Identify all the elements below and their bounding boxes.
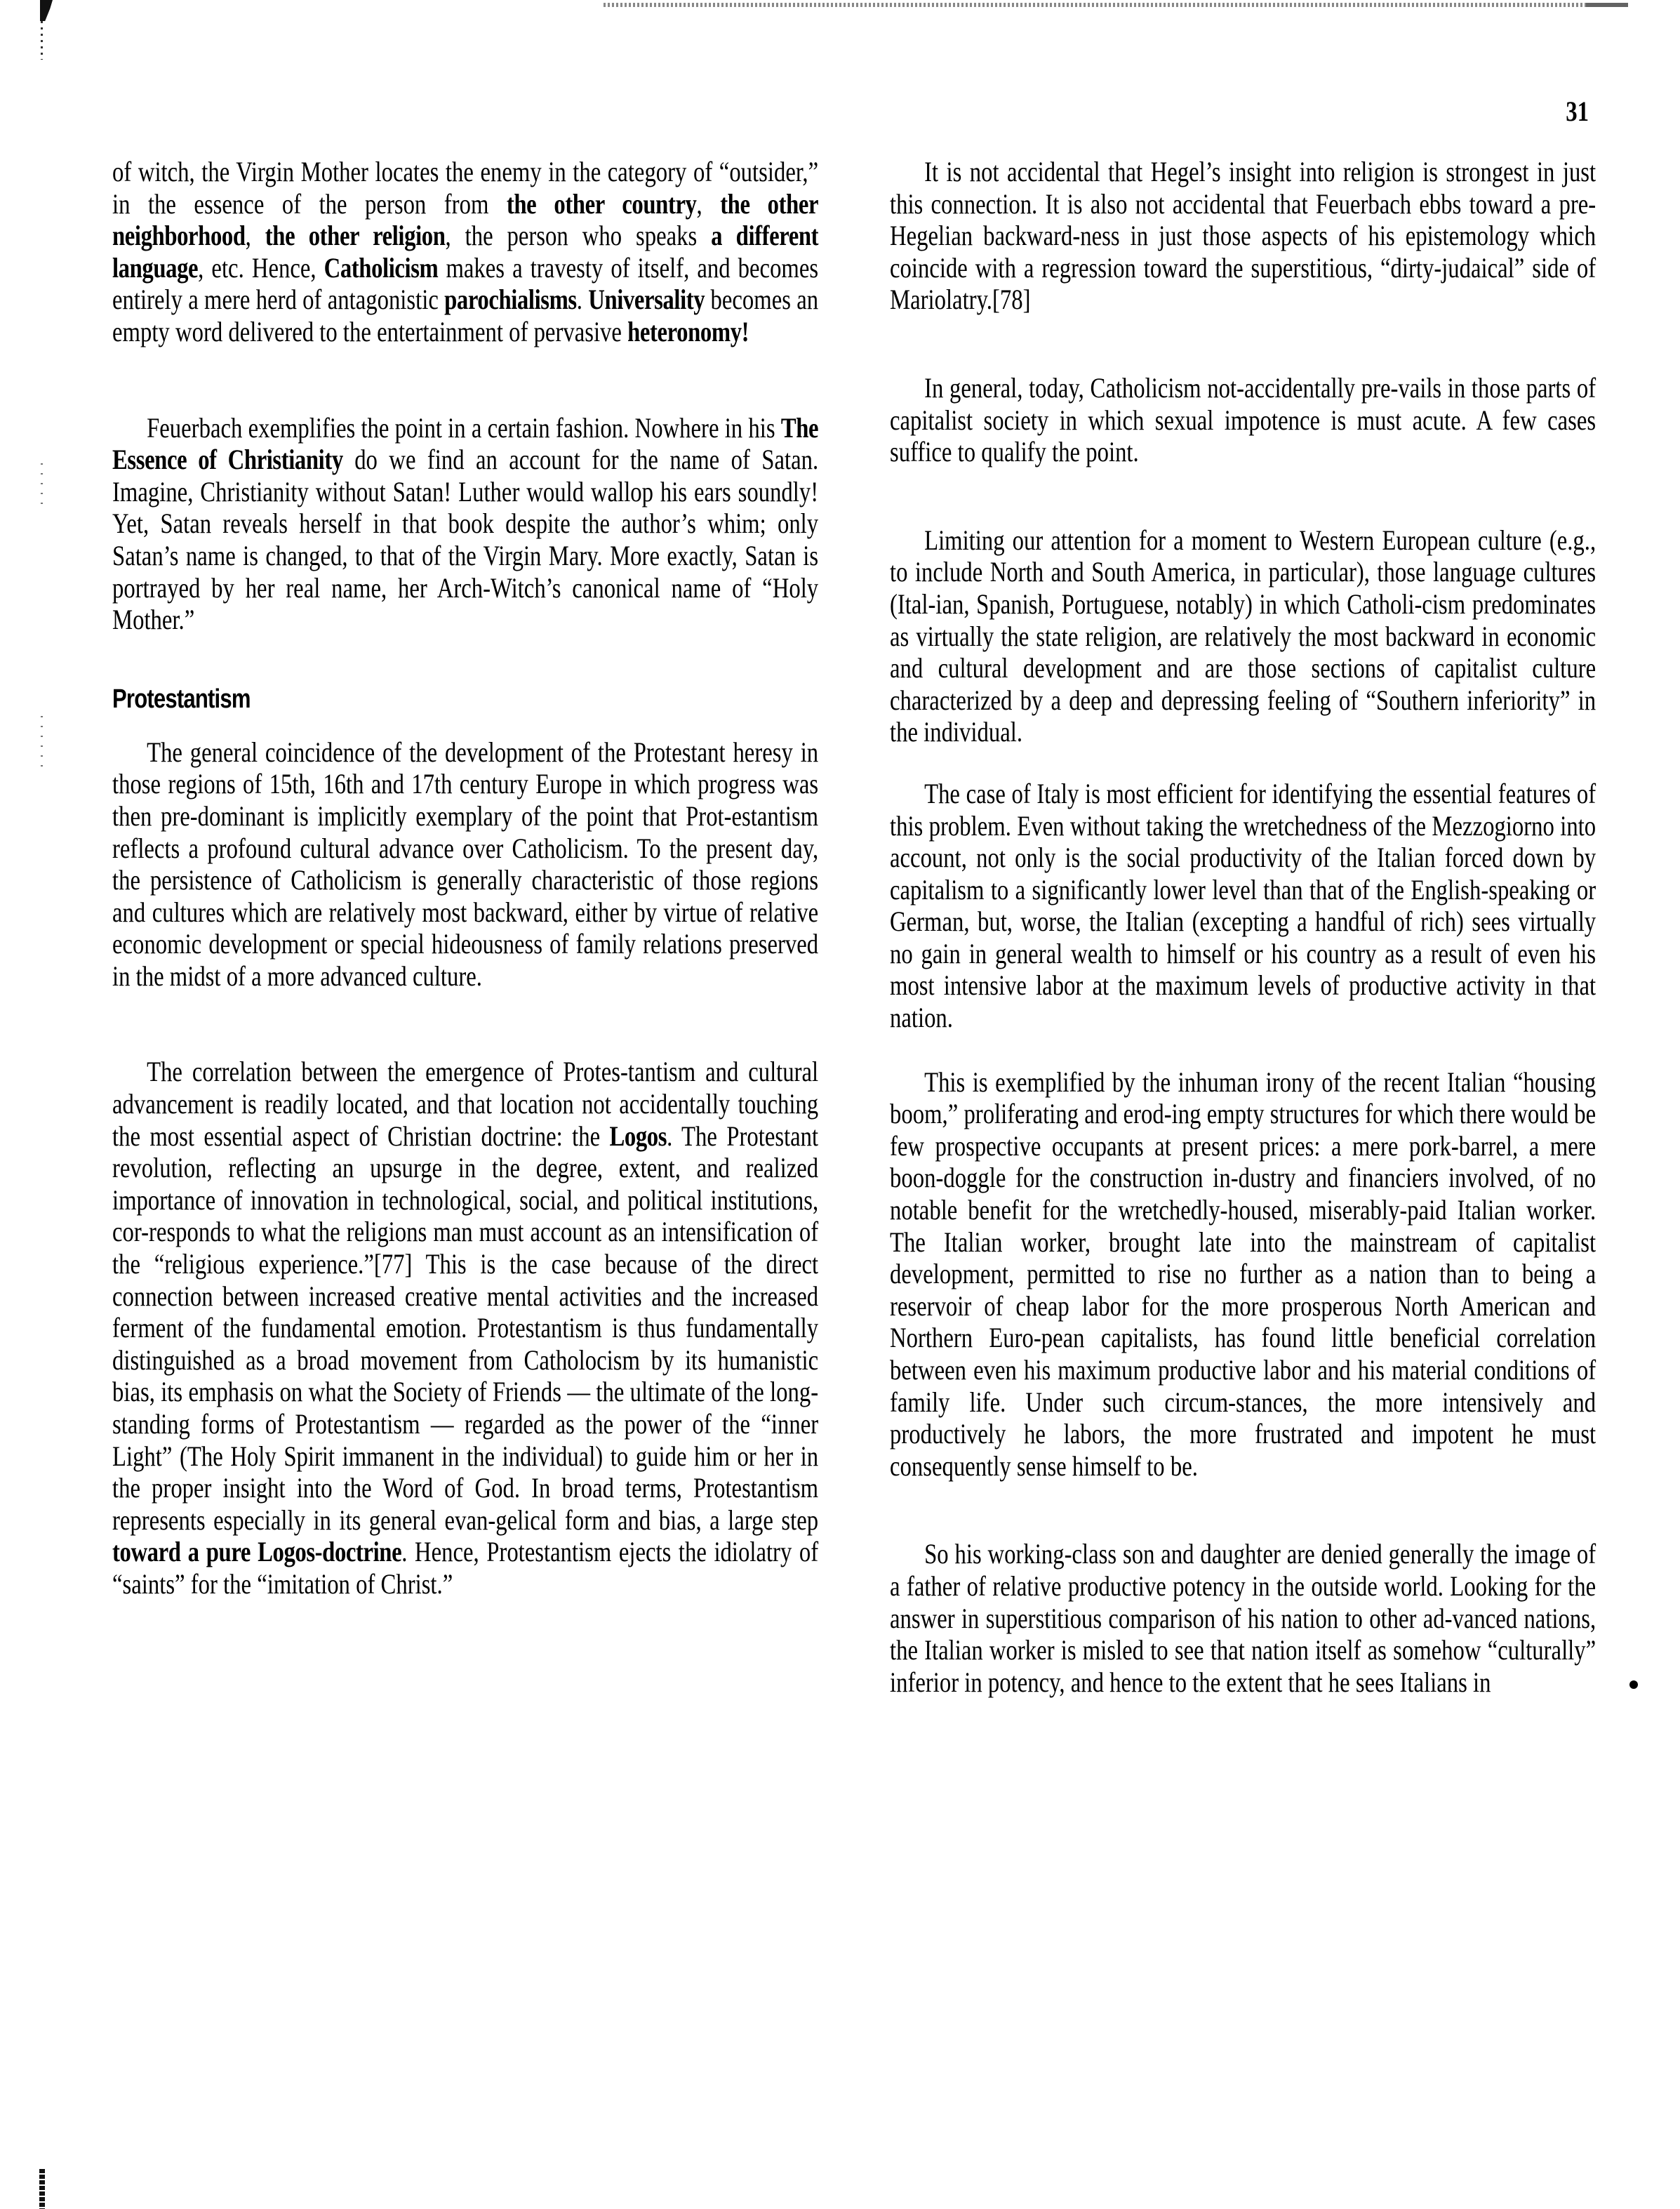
page-number: 31 [1566, 95, 1589, 127]
scan-speckle [41, 716, 43, 772]
emphasized-term: the other country [506, 187, 697, 220]
section-heading: Protestantism [112, 684, 251, 714]
paragraph: The general coincidence of the development of the Protestant heresy in those regions of 15th, 16th and 17th century Europe in which progress was then pre-dominant is implicitly exemplary of the point that Prot-estantism reflects a profound cultural advance over Catholicism. To the present day, the persistence of Catholicism is generally characteristic of those regions and cultures which are relatively most backward, either by virtue of relative economic development or special hideousness of family relations preserved in the midst of a more advanced culture. [112, 736, 819, 992]
paragraph: This is exemplified by the inhuman irony of the recent Italian “housing boom,” proliferating and erod-ing empty structures for which there would be few prospective occupants at present prices: a mere pork-barrel, a mere boon-doggle for the construction in-dustry and financiers involved, of no notable benefit for the wretchedly-housed, miserably-paid Italian worker. The Italian worker, brought late into the mainstream of capitalist development, permitted to rise no further as a nation than to being a reservoir of cheap labor for the more prosperous North American and Northern Euro-pean capitalists, has found little beneficial correlation between even his maximum productive labor and his material conditions of family life. Under such circum-stances, the more intensively and productively he labors, the more frustrated and impotent he must consequently sense himself to be. [890, 1066, 1596, 1482]
scan-corner-mark [40, 0, 53, 21]
emphasized-term: Logos [609, 1120, 667, 1152]
emphasized-term: a different language [112, 220, 819, 284]
scan-speckle [41, 21, 43, 60]
paragraph: So his working-class son and daughter are denied generally the image of a father of relative productive potency in the outside world. Looking for the answer in superstitious comparison of his nation to other ad-vanced nations, the Italian worker is misled to see that nation itself as somehow “culturally” inferior in potency, and hence to the extent that he sees Italians in [890, 1538, 1596, 1698]
paragraph: It is not accidental that Hegel’s insight into religion is strongest in just this connection. It is also not accidental that Feuerbach ebbs toward a pre-Hegelian backward-ness in just those aspects of his epistemology which coincide with a regression toward the superstitious, “dirty-judaical” side of Mariolatry.[78] [890, 156, 1596, 316]
scan-corner-mark [39, 2169, 45, 2209]
paragraph: Limiting our attention for a moment to Western European culture (e.g., to include North and South America, in particular), those language cultures (Ital-ian, Spanish, Portuguese, notably) in which Catholi-cism predominates as virtually the state religion, are relatively the most backward in economic and cultural development and are those sections of capitalist culture characterized by a deep and depressing feeling of “Southern inferiority” in the individual. [890, 524, 1596, 748]
scan-speckle [41, 463, 43, 512]
emphasized-term: the other religion [265, 220, 446, 252]
emphasized-term: Universality [588, 284, 705, 316]
left-column [112, 156, 818, 1600]
emphasized-term: Catholicism [324, 251, 439, 284]
paragraph: In general, today, Catholicism not-accidentally pre-vails in those parts of capitalist society in which sexual impotence is must acute. A few cases suffice to qualify the point. [890, 371, 1596, 468]
paragraph: of witch, the Virgin Mother locates the enemy in the category of “outsider,” in the essence of the person from the other country, the other neighborhood, the other religion, the person who speaks a different language, etc. Hence, Catholicism makes a travesty of itself, and becomes entirely a mere herd of antagonistic parochialisms. Universality becomes an empty word delivered to the entertainment of pervasive heteronomy! [112, 156, 819, 347]
scan-edge-rule [604, 3, 1628, 7]
paragraph: The case of Italy is most efficient for identifying the essential features of this problem. Even without taking the wretchedness of the Mezzogiorno into account, not only is the social productivity of the Italian forced down by capitalism to a significantly lower level than that of the English-speaking or German, but, worse, the Italian (excepting a handful of rich) sees virtually no gain in general wealth to himself or his country as a result of even his most intensive labor at the maximum levels of productive activity in that nation. [890, 777, 1596, 1034]
emphasized-term: heteronomy! [627, 315, 749, 347]
emphasized-term: The Essence of Christianity [112, 411, 819, 476]
paragraph: The correlation between the emergence of Protes-tantism and cultural advancement is readily located, and that location not accidentally touching the most essential aspect of Christian doctrine: the Logos. The Protestant revolution, reflecting an upsurge in the degree, extent, and realized importance of innovation in technological, social, and political institutions, cor-responds to what the religions man must account as an intensification of the “religious experience.”[77] This is the case because of the direct connection between increased creative mental activities and the increased ferment of the fundamental emotion. Protestantism is thus fundamentally distinguished as a broad movement from Catholocism by its humanistic bias, its emphasis on what the Society of Friends — the ultimate of the long-standing forms of Protestantism — regarded as the power of the “inner Light” (The Holy Spirit immanent in the individual) to guide him or her in the proper insight into the Word of God. In broad terms, Protestantism represents especially in its general evan-gelical form and bias, a large step toward a pure Logos-doctrine. Hence, Protestantism ejects the idiolatry of “saints” for the “imitation of Christ.” [112, 1056, 819, 1600]
emphasized-term: toward a pure Logos-doctrine [112, 1536, 402, 1568]
paragraph: Feuerbach exemplifies the point in a certain fashion. Nowhere in his The Essence of Christianity do we find an account for the name of Satan. Imagine, Christianity without Satan! Luther would wallop his ears soundly! Yet, Satan reveals herself in that book despite the author’s whim; only Satan’s name is changed, to that of the Virgin Mary. More exactly, Satan is portrayed by her real name, her Arch-Witch’s canonical name of “Holy Mother.” [112, 411, 819, 636]
emphasized-term: the other neighborhood [112, 187, 819, 252]
emphasized-term: parochialisms [444, 284, 577, 316]
stray-ink-dot [1629, 1680, 1638, 1689]
right-column [890, 156, 1596, 1698]
